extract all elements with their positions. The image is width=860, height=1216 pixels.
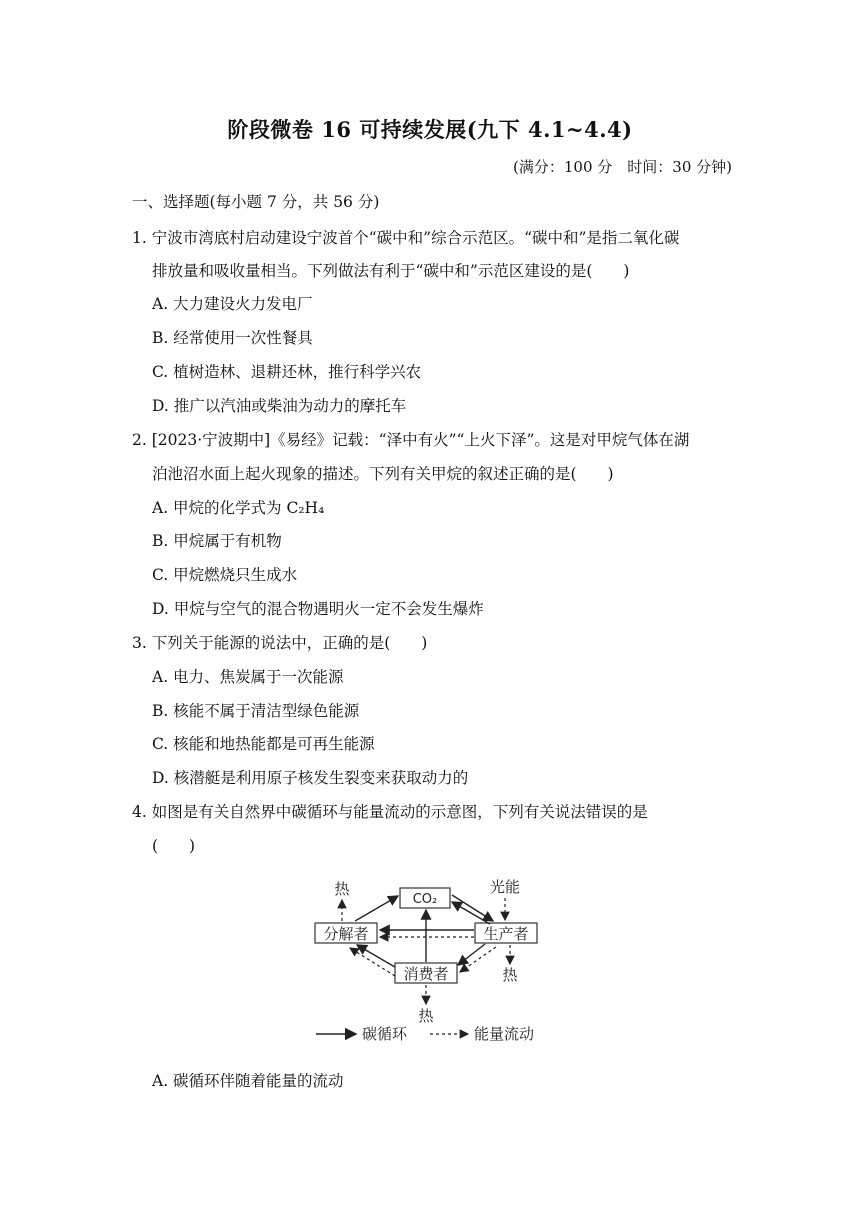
question-1-option-a: A. 大力建设火力发电厂 — [152, 295, 313, 313]
decomposer-label: 分解者 — [323, 925, 369, 943]
question-1-option-d: D. 推广以汽油或柴油为动力的摩托车 — [152, 397, 407, 415]
question-2-option-b: B. 甲烷属于有机物 — [152, 532, 282, 550]
decomposer-to-co2-arrow — [355, 896, 398, 921]
question-3-option-c: C. 核能和地热能都是可再生能源 — [152, 735, 375, 753]
consumer-label: 消费者 — [403, 965, 449, 983]
producer-to-co2-arrow — [452, 902, 490, 924]
question-1-line-1: 1. 宁波市湾底村启动建设宁波首个“碳中和”综合示范区。“碳中和”是指二氧化碳 — [132, 229, 680, 247]
question-2-line-1: 2. [2023·宁波期中]《易经》记载：“泽中有火”“上火下泽”。这是对甲烷气体在湖 — [132, 431, 690, 449]
legend-energy-label: 能量流动 — [474, 1025, 535, 1043]
question-1-line-2: 排放量和吸收量相当。下列做法有利于“碳中和”示范区建设的是( ) — [152, 262, 630, 280]
question-4-line-1: 4. 如图是有关自然界中碳循环与能量流动的示意图，下列有关说法错误的是 — [132, 803, 648, 821]
light-energy-label: 光能 — [489, 878, 521, 896]
question-3-option-d: D. 核潜艇是利用原子核发生裂变来获取动力的 — [152, 769, 469, 787]
section-heading: 一、选择题(每小题 7 分，共 56 分) — [132, 193, 380, 211]
co2-to-producer-arrow — [452, 895, 493, 921]
page-title: 阶段微卷 16 可持续发展(九下 4.1~4.4) — [227, 117, 633, 142]
question-1-option-c: C. 植树造林、退耕还林，推行科学兴农 — [152, 363, 422, 381]
producer-label: 生产者 — [483, 925, 529, 943]
producer-to-consumer-arrow — [458, 944, 485, 965]
question-1-option-b: B. 经常使用一次性餐具 — [152, 329, 313, 347]
heat-decomposer-label: 热 — [334, 880, 350, 898]
carbon-cycle-diagram — [300, 868, 560, 1054]
question-4-line-2: ( ) — [152, 837, 196, 855]
question-3-option-a: A. 电力、焦炭属于一次能源 — [152, 668, 344, 686]
question-2-option-a: A. 甲烷的化学式为 C₂H₄ — [152, 499, 325, 517]
question-2-option-c: C. 甲烷燃烧只生成水 — [152, 566, 298, 584]
question-4-option-a: A. 碳循环伴随着能量的流动 — [152, 1072, 344, 1090]
legend-carbon-label: 碳循环 — [362, 1025, 408, 1043]
consumer-to-decomposer-energy-arrow — [350, 948, 395, 976]
heat-producer-label: 热 — [502, 966, 518, 984]
question-3-line-1: 3. 下列关于能源的说法中，正确的是( ) — [132, 634, 428, 652]
co2-label: CO₂ — [412, 892, 438, 907]
question-2-line-2: 泊池沼水面上起火现象的描述。下列有关甲烷的叙述正确的是( ) — [152, 465, 614, 483]
exam-meta: (满分：100 分 时间：30 分钟) — [513, 158, 732, 176]
question-2-option-d: D. 甲烷与空气的混合物遇明火一定不会发生爆炸 — [152, 600, 484, 618]
question-3-option-b: B. 核能不属于清洁型绿色能源 — [152, 702, 360, 720]
heat-consumer-label: 热 — [418, 1007, 434, 1025]
